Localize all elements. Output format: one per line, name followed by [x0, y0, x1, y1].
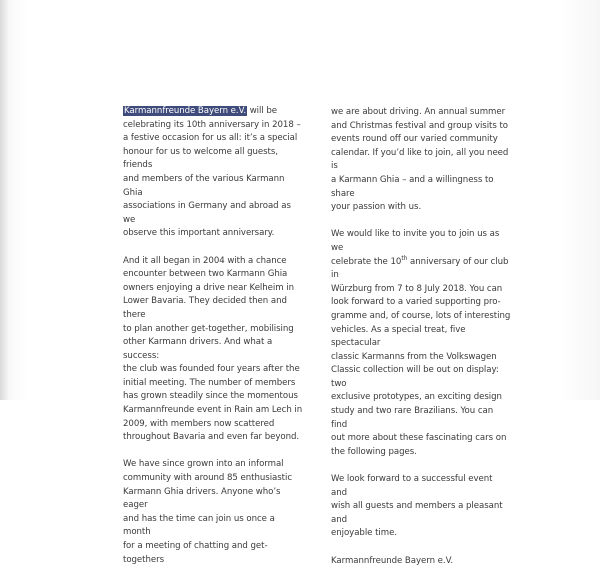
history-paragraph: And it all began in 2004 with a chance encounter between two Karmann Ghia owners enjoying a drive near Kelheim in Lower Bavaria. They decided then and there to plan another get-together, mobilising other Karmann drivers. And what a success: the club was founded four years after the initial meeting. The number of members has grown steadily since the momentous Karmannfreunde event in Rain am Lech in 2009, with members now scattered throughout Bavaria and even far beyond.: [123, 255, 303, 443]
intro-text: will be celebrating its 10th anniversary in 2018 – a festive occasion for us all: it’s a special honour for us to welcome all guests, friends and members of the various Karmann Ghia associations in Germany and abroad as we observe this important anniversary.: [123, 106, 301, 239]
club-name-highlight: Karmannfreunde Bayern e.V.: [124, 106, 247, 116]
page-edge-shadow: [0, 0, 8, 400]
left-column: [123, 105, 303, 581]
ordinal-superscript: th: [401, 254, 408, 262]
community-paragraph: We have since grown into an informal community with around 85 enthusiastic Karmann Ghia drivers. Anyone who’s eager and has the time can join us once a month for a meeting of chatting and get-togethers: [123, 459, 293, 565]
right-column: [331, 106, 511, 582]
closing-paragraph: We look forward to a successful event and wish all guests and members a pleasant and enjoyable time.: [331, 474, 503, 539]
invitation-text-a: We would like to invite you to join us as we celebrate the 10: [331, 229, 500, 267]
invitation-paragraph: [331, 228, 511, 459]
activities-paragraph: we are about driving. An annual summer and Christmas festival and group visits to events round off our varied community calendar. If you’d like to join, all you need is a Karmann Ghia – and a willingness to share your passion with us.: [331, 107, 509, 213]
invitation-text-b: anniversary of our club in Würzburg from 7 to 8 July 2018. You can look forward to a varied supporting pro- gramme and, of course, lots of interesting vehicles. As a special treat, five spectacular classic Karmanns from the Volkswagen Classic collection will be out on display: two exclusive prototypes, an exciting design study and two rare Brazilians. You can find out more about these fascinating cars on the following pages.: [331, 256, 511, 457]
signature: Karmannfreunde Bayern e.V.: [331, 555, 454, 566]
intro-paragraph: [123, 105, 303, 241]
